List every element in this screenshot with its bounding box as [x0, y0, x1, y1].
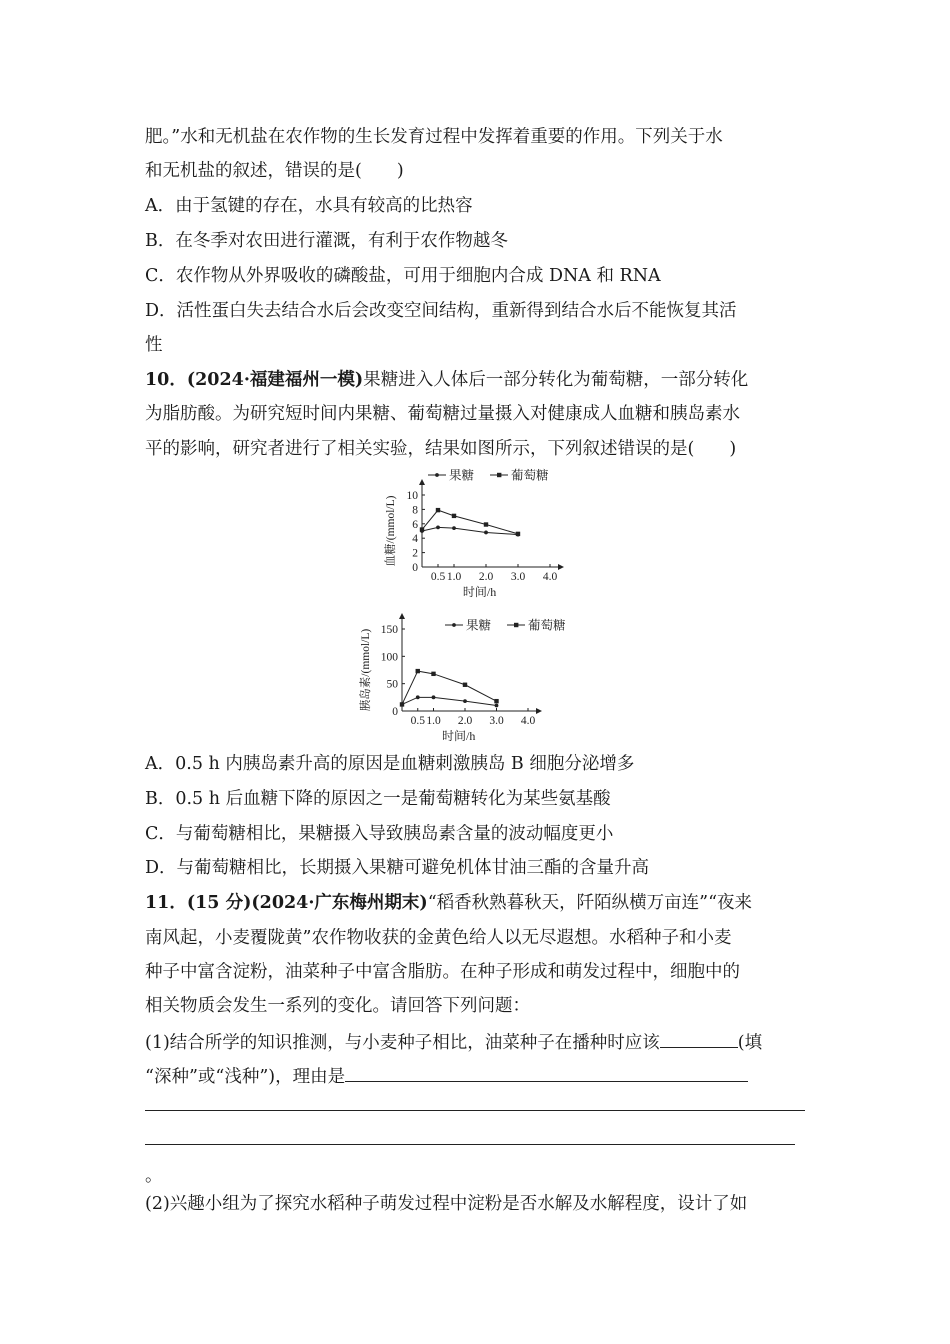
q10-option-b: B．0.5 h 后血糖下降的原因之一是葡萄糖转化为某些氨基酸	[145, 789, 611, 809]
x-tick-label: 4.0	[520, 715, 536, 727]
q10-stem-line-3: 平的影响，研究者进行了相关实验，结果如图所示，下列叙述错误的是( )	[145, 439, 737, 459]
x-tick-label: 4.0	[542, 571, 558, 583]
legend-marker-葡萄糖	[514, 623, 518, 627]
x-tick-label: 1.0	[446, 571, 462, 583]
data-point-葡萄糖	[431, 672, 435, 676]
q9-stem-line-2: 和无机盐的叙述，错误的是( )	[145, 161, 404, 181]
series-line-果糖	[422, 527, 518, 534]
y-tick-label: 50	[386, 678, 398, 691]
q10-stem-line-1	[145, 368, 810, 392]
x-tick-label: 3.0	[510, 571, 526, 583]
data-point-果糖	[436, 526, 440, 530]
q11-part1-end: 。	[145, 1166, 163, 1186]
q11-part1-text: (1)结合所学的知识推测，与小麦种子相比，油菜种子在播种时应该	[145, 1033, 660, 1053]
x-axis-label: 时间/h	[442, 729, 476, 743]
q9-option-a: A．由于氢键的存在，水具有较高的比热容	[145, 196, 473, 216]
q11-part1-line-1	[145, 1029, 810, 1055]
x-axis-arrow	[536, 708, 542, 714]
data-point-果糖	[432, 695, 436, 699]
y-axis-label: 血糖/(mmol/L)	[385, 495, 397, 567]
y-tick-label: 150	[380, 624, 398, 636]
data-point-葡萄糖	[494, 699, 498, 703]
q9-stem-line-1: 肥。”水和无机盐在农作物的生长发育过程中发挥着重要的作用。下列关于水	[145, 127, 723, 147]
data-point-果糖	[484, 531, 488, 535]
y-tick-label: 6	[412, 518, 418, 531]
x-tick-label: 1.0	[426, 715, 441, 727]
y-tick-label: 10	[406, 490, 418, 502]
answer-line-1[interactable]	[145, 1110, 805, 1111]
data-point-葡萄糖	[400, 702, 404, 706]
data-point-葡萄糖	[484, 522, 488, 526]
x-axis-arrow	[558, 564, 564, 570]
data-point-葡萄糖	[416, 669, 420, 673]
y-tick-label: 100	[380, 651, 398, 664]
legend-marker-果糖	[435, 473, 439, 477]
x-tick-label: 0.5	[410, 715, 425, 727]
data-point-葡萄糖	[452, 514, 456, 518]
blood-glucose-chart	[380, 464, 580, 604]
q11-stem-text: “稻香秋熟暮秋天，阡陌纵横万亩连”“夜来	[427, 893, 753, 913]
data-point-葡萄糖	[436, 508, 440, 512]
legend-label-果糖: 果糖	[466, 618, 492, 633]
answer-line-2[interactable]	[145, 1144, 795, 1145]
q9-option-b: B．在冬季对农田进行灌溉，有利于农作物越冬	[145, 231, 508, 251]
q11-part1-hint: (填	[737, 1033, 763, 1053]
y-tick-label: 0	[392, 706, 398, 718]
q10-option-a: A．0.5 h 内胰岛素升高的原因是血糖刺激胰岛 B 细胞分泌增多	[145, 754, 635, 774]
data-point-果糖	[452, 526, 456, 530]
legend-label-葡萄糖: 葡萄糖	[528, 618, 566, 633]
legend-label-葡萄糖: 葡萄糖	[511, 468, 549, 483]
q10-stem-text: 果糖进入人体后一部分转化为葡萄糖，一部分转化	[363, 370, 749, 390]
data-point-果糖	[495, 704, 499, 708]
y-tick-label: 2	[412, 547, 418, 560]
q11-part1-blank-1[interactable]	[660, 1029, 738, 1048]
q10-option-d: D．与葡萄糖相比，长期摄入果糖可避免机体甘油三酯的含量升高	[145, 858, 650, 878]
q11-stem-line-3: 种子中富含淀粉，油菜种子中富含脂肪。在种子形成和萌发过程中，细胞中的	[145, 962, 740, 982]
x-tick-label: 0.5	[430, 571, 446, 583]
data-point-葡萄糖	[516, 532, 520, 536]
data-point-葡萄糖	[420, 527, 424, 531]
q11-part1-reason-label: “深种”或“浅种”)，理由是	[145, 1067, 346, 1087]
y-axis-label: 胰岛素/(mmol/L)	[360, 628, 372, 712]
legend-marker-葡萄糖	[497, 473, 501, 477]
x-tick-label: 2.0	[478, 571, 494, 583]
y-tick-label: 0	[412, 562, 418, 574]
x-tick-label: 3.0	[489, 715, 504, 727]
q9-option-d-line-2: 性	[145, 335, 163, 355]
y-tick-label: 8	[412, 504, 418, 517]
data-point-葡萄糖	[463, 683, 467, 687]
q11-part1-line-2	[145, 1063, 810, 1089]
x-axis-label: 时间/h	[462, 585, 497, 599]
series-line-果糖	[402, 697, 497, 705]
q9-option-d-line-1: D．活性蛋白失去结合水后会改变空间结构，重新得到结合水后不能恢复其活	[145, 301, 737, 321]
y-axis-arrow	[419, 479, 425, 485]
q11-part1-blank-2[interactable]	[345, 1063, 748, 1082]
q11-label: 11．(15 分)(2024·广东梅州期末)	[145, 893, 428, 913]
y-tick-label: 4	[412, 533, 418, 546]
legend-marker-果糖	[452, 623, 456, 627]
data-point-果糖	[416, 695, 420, 699]
q11-part2-line-1: (2)兴趣小组为了探究水稻种子萌发过程中淀粉是否水解及水解程度，设计了如	[145, 1194, 748, 1214]
q10-option-c: C．与葡萄糖相比，果糖摄入导致胰岛素含量的波动幅度更小	[145, 824, 614, 844]
legend-label-果糖: 果糖	[449, 468, 475, 483]
q10-label: 10．(2024·福建福州一模)	[145, 370, 364, 390]
q10-stem-line-2: 为脂肪酸。为研究短时间内果糖、葡萄糖过量摄入对健康成人血糖和胰岛素水	[145, 404, 740, 424]
x-tick-label: 2.0	[457, 715, 473, 727]
data-point-果糖	[463, 699, 467, 703]
insulin-chart	[355, 612, 595, 744]
q11-stem-line-2: 南风起，小麦覆陇黄”农作物收获的金黄色给人以无尽遐想。水稻种子和小麦	[145, 928, 732, 948]
q9-option-c: C．农作物从外界吸收的磷酸盐，可用于细胞内合成 DNA 和 RNA	[145, 266, 661, 286]
q11-stem-line-4: 相关物质会发生一系列的变化。请回答下列问题：	[145, 996, 530, 1016]
q11-stem-line-1	[145, 891, 810, 915]
y-axis-arrow	[399, 613, 405, 619]
